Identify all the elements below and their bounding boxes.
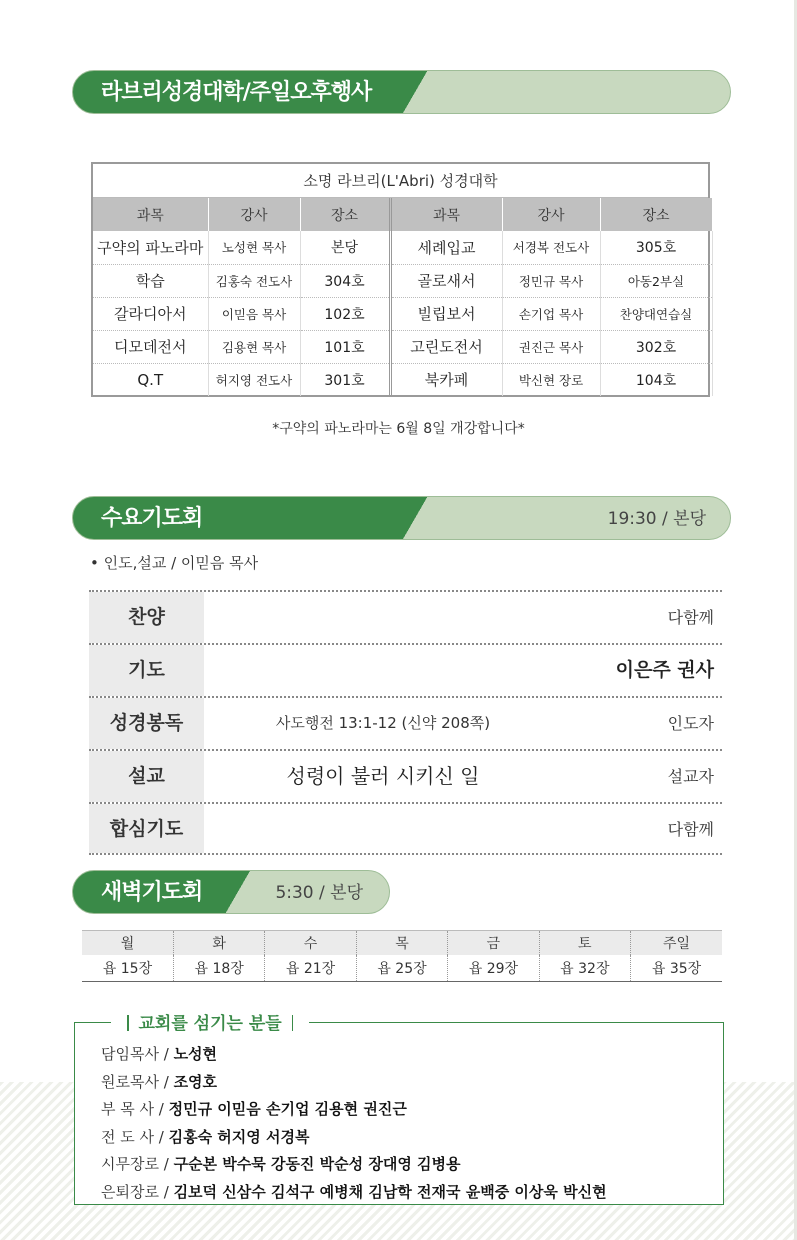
chapter-cell: 욥 15장 <box>82 955 173 982</box>
order-person: 인도자 <box>667 714 714 733</box>
sermon-title: 성령이 불러 시키신 일 <box>286 764 480 788</box>
table-row <box>93 231 712 264</box>
order-label: 합심기도 <box>89 804 204 853</box>
order-label: 기도 <box>89 645 204 696</box>
wednesday-time: 19:30 / 본당 <box>607 509 706 529</box>
list-item <box>101 1096 607 1124</box>
day-cell: 토 <box>539 931 630 955</box>
chapter-cell: 욥 25장 <box>356 955 447 982</box>
table-cell: Q.T <box>93 363 208 396</box>
role-names: 정민규 이믿음 손기업 김용현 권진근 <box>168 1100 407 1118</box>
table-cell: 김홍숙 전도사 <box>208 264 300 297</box>
table-row <box>93 363 712 396</box>
table-cell: 찬양대연습실 <box>600 297 712 330</box>
column-header: 과목 <box>390 198 502 231</box>
table-cell: 101호 <box>300 330 390 363</box>
table-cell: 본당 <box>300 231 390 264</box>
table-cell: 305호 <box>600 231 712 264</box>
chapter-cell: 욥 35장 <box>631 955 722 982</box>
column-header: 장소 <box>300 198 390 231</box>
wednesday-header-title: 수요기도회 <box>101 506 203 531</box>
table-cell: 세례입교 <box>390 231 502 264</box>
list-item <box>101 1124 607 1152</box>
servants-box <box>74 1014 724 1205</box>
role-label: 전 도 사 / <box>101 1127 169 1146</box>
wednesday-order <box>89 590 722 855</box>
role-names: 조영호 <box>173 1072 218 1091</box>
list-item <box>101 1179 607 1207</box>
table-row <box>93 330 712 363</box>
table-cell: 302호 <box>600 330 712 363</box>
order-label: 설교 <box>89 751 204 802</box>
role-label: 은퇴장로 / <box>101 1182 174 1201</box>
school-header-row <box>93 198 712 231</box>
list-item <box>101 1069 607 1097</box>
table-cell: 학습 <box>93 264 208 297</box>
servants-title <box>111 1009 309 1034</box>
order-content: 사도행전 13:1-12 (신약 208쪽) <box>275 714 491 732</box>
order-person: 이은주 권사 <box>615 659 714 681</box>
table-cell: 서경복 전도사 <box>502 231 600 264</box>
school-header-bar <box>72 70 731 114</box>
table-cell: 이믿음 목사 <box>208 297 300 330</box>
dawn-days-row <box>82 931 722 955</box>
chapter-cell: 욥 18장 <box>173 955 264 982</box>
table-cell: 빌립보서 <box>390 297 502 330</box>
table-cell: 304호 <box>300 264 390 297</box>
table-row <box>93 264 712 297</box>
order-label: 찬양 <box>89 592 204 643</box>
column-header: 장소 <box>600 198 712 231</box>
servants-title-text: 교회를 섬기는 분들 <box>138 1014 282 1034</box>
dawn-header-title: 새벽기도회 <box>101 880 203 905</box>
table-cell: 골로새서 <box>390 264 502 297</box>
order-person: 다함께 <box>667 820 714 839</box>
table-cell: 갈라디아서 <box>93 297 208 330</box>
role-label: 담임목사 / <box>101 1045 174 1063</box>
table-cell: 아동2부실 <box>600 264 712 297</box>
school-note: *구약의 파노라마는 6월 8일 개강합니다* <box>272 421 525 437</box>
school-grid <box>93 198 713 396</box>
role-names: 김보덕 신삼수 김석구 예병채 김남학 전재국 윤백중 이상욱 박신현 <box>173 1182 607 1201</box>
table-cell: 북카페 <box>390 363 502 396</box>
table-cell: 디모데전서 <box>93 330 208 363</box>
role-label: 시무장로 / <box>101 1155 174 1173</box>
day-cell: 수 <box>265 931 356 955</box>
title-divider <box>292 1015 294 1031</box>
table-cell: 고린도전서 <box>390 330 502 363</box>
school-caption: 소명 라브리(L'Abri) 성경대학 <box>93 164 708 198</box>
day-cell: 화 <box>173 931 264 955</box>
table-row <box>93 297 712 330</box>
table-cell: 허지영 전도사 <box>208 363 300 396</box>
school-header-title: 라브리성경대학/주일오후행사 <box>101 80 372 105</box>
table-cell: 손기업 목사 <box>502 297 600 330</box>
role-names: 노성현 <box>173 1045 218 1063</box>
order-row <box>89 696 722 749</box>
order-row <box>89 749 722 802</box>
chapter-cell: 욥 21장 <box>265 955 356 982</box>
role-label: 부 목 사 / <box>101 1100 169 1118</box>
order-label: 성경봉독 <box>89 698 204 749</box>
chapter-cell: 욥 29장 <box>448 955 539 982</box>
role-label: 원로목사 / <box>101 1072 174 1091</box>
chapter-cell: 욥 32장 <box>539 955 630 982</box>
dawn-header-bar <box>72 870 390 914</box>
table-cell: 102호 <box>300 297 390 330</box>
list-item <box>101 1041 607 1069</box>
title-divider <box>127 1015 129 1031</box>
wednesday-leader: • 인도,설교 / 이믿음 목사 <box>90 554 259 572</box>
role-names: 구순본 박수묵 강동진 박순성 장대영 김병용 <box>173 1155 461 1173</box>
column-header: 과목 <box>93 198 208 231</box>
school-table <box>91 162 710 397</box>
table-cell: 박신현 장로 <box>502 363 600 396</box>
table-cell: 구약의 파노라마 <box>93 231 208 264</box>
order-person: 다함께 <box>667 608 714 627</box>
table-cell: 301호 <box>300 363 390 396</box>
table-cell: 권진근 목사 <box>502 330 600 363</box>
role-names: 김홍숙 허지영 서경복 <box>168 1127 310 1146</box>
order-person: 설교자 <box>667 767 714 786</box>
list-item <box>101 1151 607 1179</box>
column-header: 강사 <box>208 198 300 231</box>
table-cell: 김용현 목사 <box>208 330 300 363</box>
table-cell: 104호 <box>600 363 712 396</box>
day-cell: 월 <box>82 931 173 955</box>
day-cell: 금 <box>448 931 539 955</box>
servants-list <box>101 1041 607 1206</box>
order-row <box>89 590 722 643</box>
column-header: 강사 <box>502 198 600 231</box>
order-row <box>89 643 722 696</box>
day-cell: 목 <box>356 931 447 955</box>
dawn-schedule <box>82 930 722 982</box>
table-cell: 노성현 목사 <box>208 231 300 264</box>
dawn-time: 5:30 / 본당 <box>275 883 363 903</box>
wednesday-header-bar <box>72 496 731 540</box>
dawn-chapters-row <box>82 955 722 982</box>
table-cell: 정민규 목사 <box>502 264 600 297</box>
day-cell: 주일 <box>631 931 722 955</box>
order-row <box>89 802 722 855</box>
